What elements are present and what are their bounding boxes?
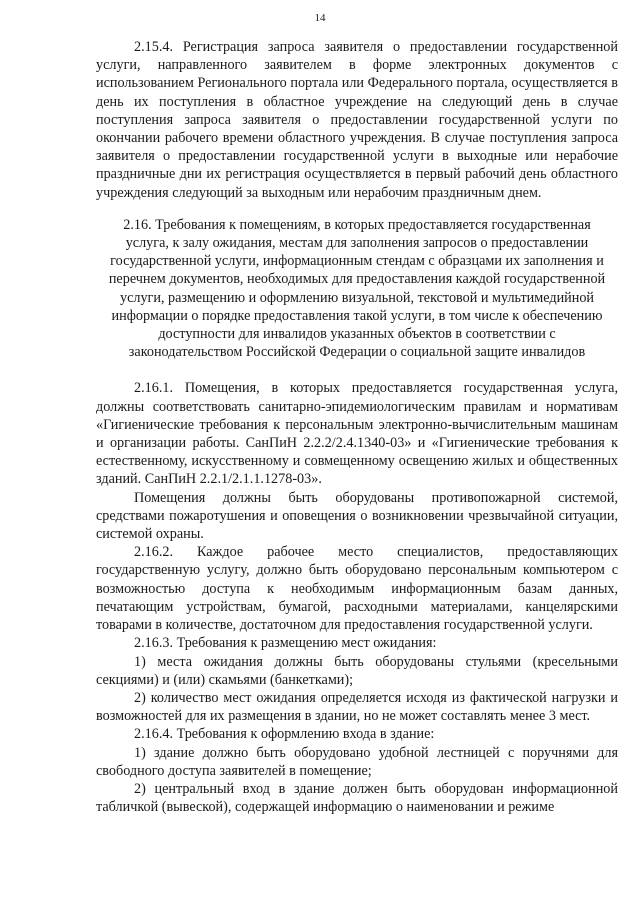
clause-2-16-4-item-2: 2) центральный вход в здание должен быть оборудован информационной табличкой (вывеской), содержащей информацию о наименовании и режиме	[96, 780, 618, 816]
section-heading-2-16: 2.16. Требования к помещениям, в которых предоставляется государственная услуга, к залу ожидания, местам для заполнения запросов о предоставлении государственной услуги, информационным стендам с образцами их заполнения и перечнем документов, необходимых для предоставления каждой государственной услуги, размещению и оформлению визуальной, текстовой и мультимедийной информации о порядке предоставления такой услуги, в том числе к обеспечению доступности для инвалидов указанных объектов в соответствии с законодательством Российской Федерации о социальной защите инвалидов	[108, 216, 606, 361]
document-body	[96, 38, 618, 816]
clause-2-16-4-item-1: 1) здание должно быть оборудовано удобной лестницей с поручнями для свободного доступа заявителей в помещение;	[96, 744, 618, 779]
clause-2-16-4: 2.16.4. Требования к оформлению входа в здание:	[134, 726, 435, 743]
clause-2-16-3-item-1: 1) места ожидания должны быть оборудованы стульями (кресельными секциями) и (или) скамьями (банкетками);	[96, 653, 618, 688]
clause-2-16-3-item-2: 2) количество мест ожидания определяется исходя из фактической нагрузки и возможностей для их размещения в здании, но не может составлять менее 3 мест.	[96, 689, 618, 725]
clause-2-15-4: 2.15.4. Регистрация запроса заявителя о предоставлении государственной услуги, направленного заявителем в форме электронных документов с использованием Регионального портала или Федерального портала, осуществляется в день их поступления в областное учреждение на следующий день в случае поступления запроса заявителя о предоставлении государственной услуги по окончании рабочего времени областного учреждения. В случае поступления запроса заявителя о предоставлении государственной услуги в выходные или нерабочие праздничные дни их регистрация осуществляется в первый рабочий день областного учреждения следующий за выходным или нерабочим праздничным днем.	[96, 39, 618, 201]
clause-2-16-2: 2.16.2. Каждое рабочее место специалистов, предоставляющих государственную услугу, должно быть оборудовано персональным компьютером с возможностью доступа к необходимым информационным базам данных, печатающим устройствам, бумагой, расходными материалами, канцелярскими товарами в количестве, достаточном для предоставления государственной услуги.	[96, 544, 618, 634]
page-number: 14	[314, 12, 326, 24]
clause-2-16-1-equipment: Помещения должны быть оборудованы противопожарной системой, средствами пожаротушения и оповещения о возникновении чрезвычайной ситуации, системой охраны.	[96, 489, 618, 543]
clause-2-16-3: 2.16.3. Требования к размещению мест ожидания:	[134, 635, 437, 652]
clause-2-16-1: 2.16.1. Помещения, в которых предоставляется государственная услуга, должны соответствовать санитарно-эпидемиологическим правилам и нормативам «Гигиенические требования к персональным электронно-вычислительным машинам и организации работы. СанПиН 2.2.2/2.4.1340-03» и «Гигиенические требования к естественному, искусственному и совмещенному освещению жилых и общественных зданий. СанПиН 2.2.1/2.1.1.1278-03».	[96, 380, 618, 488]
